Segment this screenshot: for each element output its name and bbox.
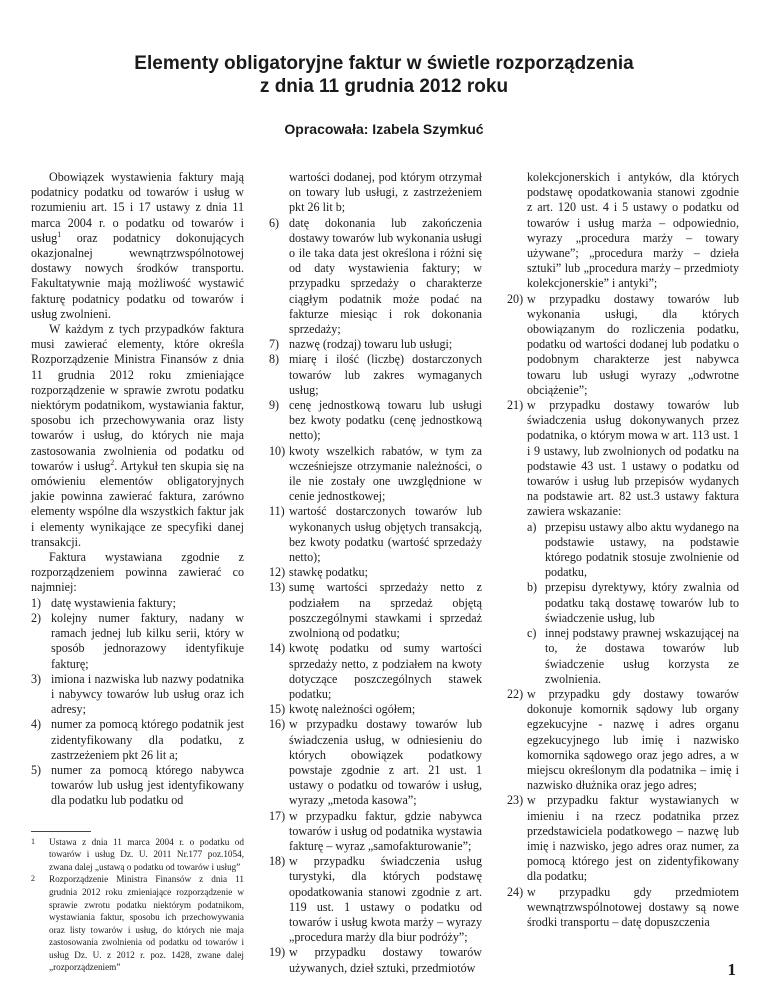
list-item: [31, 717, 244, 763]
list-item-continuation: [507, 170, 739, 292]
item-text: w przypadku dostawy towarów używanych, dzieł sztuki, przedmiotów: [289, 945, 482, 975]
element-list-1: [31, 596, 244, 809]
item-text: kwotę podatku od sumy wartości sprzedaży netto, z podziałem na kwoty dotyczące poszczególnych stawek podatku;: [289, 641, 482, 701]
item-number: 16): [269, 717, 286, 732]
article-title: [0, 52, 768, 98]
item-text: w przypadku dostawy towarów lub świadczenia usług dokonywanych przez podatnika, o którym mowa w art. 113 ust. 1 i 9 ustawy, lub zwolnionych od podatku na podstawie 43 ust. 1 ustawy o podatku od towarów i usług lub przepisów wydanych na podstawie art. 82 ust.3 ustawy faktura zawiera wskazanie:: [527, 398, 739, 519]
footnote: [31, 873, 244, 974]
footnote-number: 2: [31, 874, 35, 884]
item-number: 5): [31, 762, 42, 777]
sub-item-letter: b): [527, 580, 538, 595]
item-number: 8): [269, 352, 280, 367]
list-item: [269, 809, 482, 855]
item-text: kolejny numer faktury, nadany w ramach jednej lub kilku serii, który w sposób jednorazowy identyfikuje fakturę;: [51, 610, 244, 671]
item-number: 19): [269, 945, 286, 960]
list-item: [31, 763, 244, 809]
item-text: stawkę podatku;: [289, 565, 368, 580]
list-item: [507, 398, 739, 687]
intro-text-a: Obowiązek wystawienia faktury mają podatnicy podatku od towarów i usług w rozumieniu art. 15 i 17 ustawy z dnia 11 marca 2004 r. o podatku od towarów i usług: [31, 170, 244, 245]
sub-item-text: innej podstawy prawnej wskazującej na to, że dostawa towarów lub świadczenie usług korzysta ze zwolnienia.: [545, 626, 739, 686]
element-list-3: [507, 170, 739, 930]
item-number: 1): [31, 595, 42, 610]
paragraph-regulation: [31, 322, 244, 550]
item-number: 11): [269, 504, 285, 519]
element-list-2: [269, 170, 482, 976]
sub-list-item: [527, 520, 739, 581]
item-number: 24): [507, 884, 524, 899]
list-item: [269, 504, 482, 565]
list-item: [31, 672, 244, 718]
item-number: 9): [269, 398, 280, 413]
item-text: datę dokonania lub zakończenia dostawy towarów lub wykonania usługi o ile taka data jest określona i różni się od daty wystawienia faktury; w przypadku sprzedaży o charakterze ciągłym podatnik może podać na fakturze miesiąc i rok dokonania sprzedaży;: [289, 215, 482, 337]
list-item: [507, 687, 739, 793]
footnote-number: 1: [31, 836, 35, 846]
item-number: 17): [269, 808, 286, 823]
page-number: 1: [727, 960, 736, 979]
item-text: w przypadku dostawy towarów lub wykonania usługi, dla których obowiązanym do rozliczenia podatku, podatku od wartości dodanej lub podatku o podobnym charakterze jest nabywca towaru lub usługi wyrazy „odwrotne obciążenie”;: [527, 291, 739, 397]
item-text: datę wystawienia faktury;: [51, 595, 176, 610]
item-text: w przypadku gdy przedmiotem wewnątrzwspólnotowej dostawy są nowe środki transportu – datę dopuszczenia: [527, 884, 739, 929]
list-item: [507, 793, 739, 884]
footnote-divider: [31, 831, 91, 832]
item-number: 21): [507, 398, 524, 413]
list-item: [269, 352, 482, 398]
sub-item-letter: c): [527, 626, 537, 641]
item-text: numer za pomocą którego podatnik jest zidentyfikowany dla podatku, z zastrzeżeniem pkt 26 lit a;: [51, 717, 244, 762]
item-number: 20): [507, 291, 524, 306]
item-text: w przypadku świadczenia usług turystyki, dla których podstawę opodatkowania stanowi zgodnie z art. 119 ust. 1 ustawy o podatku od towarów i usług kwota marży – wyrazy „procedura marży dla biur podróży”;: [289, 854, 482, 945]
item-text: numer za pomocą którego nabywca towarów lub usług jest identyfikowany dla podatku lub podatku od: [51, 762, 244, 808]
item-text: wartość dostarczonych towarów lub wykonanych usług objętych transakcją, bez kwoty podatku (wartość sprzedaży netto);: [289, 504, 482, 565]
item-number: 23): [507, 793, 524, 808]
list-item: [31, 611, 244, 672]
list-item: [269, 580, 482, 641]
list-item: [269, 717, 482, 808]
item-text: sumę wartości sprzedaży netto z podziałem na sprzedaż objętą poszczególnymi stawkami i sprzedaż zwolnioną od podatku;: [289, 580, 482, 641]
list-item: [269, 444, 482, 505]
list-item: [269, 216, 482, 338]
item-number: 7): [269, 337, 280, 352]
footnotes: [31, 836, 244, 975]
paragraph-list-intro: Faktura wystawiana zgodnie z rozporządzeniem powinna zawierać co najmniej:: [31, 550, 244, 595]
list-item: [269, 337, 482, 352]
list-item: [269, 702, 482, 717]
item-text: kwoty wszelkich rabatów, w tym za wcześniejsze otrzymanie należności, o ile nie zostały one uwzględnione w cenie jednostkowej;: [289, 443, 482, 504]
item-text: kolekcjonerskich i antyków, dla których podstawę opodatkowania stanowi zgodnie z art. 120 ust. 4 i 5 ustawy o podatku od towarów i usług marża – odpowiednio, wyrazy „procedura marży – towary używane”; „procedura marży – dzieła sztuki” lub „procedura marży – przedmioty kolekcjonerskie” i antyki”;: [527, 170, 739, 291]
sub-list-item: [527, 580, 739, 626]
item-number: 22): [507, 686, 524, 701]
sub-list-item: [527, 626, 739, 687]
author-line: Opracowała: Izabela Szymkuć: [284, 121, 484, 137]
column-1: [31, 170, 244, 974]
list-item: [507, 292, 739, 398]
list-item-continuation: [269, 170, 482, 216]
footnote-ref-2: 2: [110, 457, 115, 467]
item-number: 6): [269, 215, 280, 230]
item-number: 4): [31, 717, 42, 732]
sub-item-text: przepisu dyrektywy, który zwalnia od podatku taką dostawę towarów lub to świadczenie usług, lub: [545, 580, 739, 625]
item-text: wartości dodanej, pod którym otrzymał on towary lub usługi, z zastrzeżeniem pkt 26 lit b;: [289, 170, 482, 215]
item-number: 14): [269, 641, 286, 656]
title-line-1: Elementy obligatoryjne faktur w świetle rozporządzenia: [134, 53, 634, 74]
column-3: [507, 170, 739, 930]
item-text: w przypadku faktur, gdzie nabywca towarów i usług od podatnika wystawia fakturę – wyraz „samofakturowanie”;: [289, 808, 482, 853]
footnote-text: Ustawa z dnia 11 marca 2004 r. o podatku od towarów i usług Dz. U. 2011 Nr.177 poz.1054, zwana dalej „ustawą o podatku od towarów i usług”: [49, 836, 244, 872]
item-number: 10): [269, 443, 286, 458]
list-item: [269, 398, 482, 444]
intro-text-b: oraz podatnicy dokonujących okazjonalnej wewnątrzwspólnotowej dostawy nowych środków transportu. Fakultatywnie mają możliwość wystawić fakturę podatnicy podatku od towarów i usług zwolnieni.: [31, 230, 244, 321]
item-number: 13): [269, 580, 286, 595]
footnote-ref-1: 1: [57, 229, 62, 239]
regulation-text-a: W każdym z tych przypadków faktura musi zawierać elementy, które określa Rozporządzenie Ministra Finansów z dnia 11 grudnia 2012 roku zmieniające rozporządzenie w sprawie zwrotu podatku niektórym podatnikom, wystawiania faktur, sposobu ich przechowywania oraz listy towarów i usług, do których nie maja zastosowania zwolnienia od podatku od towarów i usług: [31, 322, 244, 473]
item-text: cenę jednostkową towaru lub usługi bez kwoty podatku (cenę jednostkową netto);: [289, 398, 482, 443]
list-item: [31, 596, 244, 611]
item-text: w przypadku dostawy towarów lub świadczenia usług, w odniesieniu do których obowiązek podatkowy powstaje zgodnie z art. 21 ust. 1 ustawy o podatku od towarów i usług, wyrazy „metoda kasowa”;: [289, 717, 482, 808]
regulation-text-b: . Artykuł ten skupia się na omówieniu elementów obligatoryjnych jakie powinna zawierać faktura, zarówno elementy wspólne dla wszystkich faktur jak i elementy wynikające ze specyfiki danej transakcji.: [31, 458, 244, 549]
item-text: imiona i nazwiska lub nazwy podatnika i nabywcy towarów lub usług oraz ich adresy;: [51, 671, 244, 717]
sub-item-text: przepisu ustawy albo aktu wydanego na podstawie ustawy, na podstawie którego podatnik stosuje zwolnienie od podatku,: [545, 519, 739, 580]
item-number: 2): [31, 610, 42, 625]
footnote-text: Rozporządzenie Ministra Finansów z dnia 11 grudnia 2012 roku zmieniające rozporządzenie w sprawie zwrotu podatku niektórym podatnikom, wystawiania faktur, sposobu ich przechowywania oraz listy towarów i usług, do których nie maja zastosowania zwolnienia od podatku od towarów i usług Dz. U. z 2012 r. poz. 1428, zwane dalej „rozporządzeniem”: [49, 874, 244, 973]
item-text: w przypadku gdy dostawy towarów dokonuje komornik sądowy lub organy egzekucyjne - nazwę i adres organu egzekucyjnego lub imię i nazwisko komornika sądowego oraz jego adres, a w miejscu określonym dla podatnika – imię i nazwisko dłużnika oraz jego adres;: [527, 686, 739, 793]
item-text: w przypadku faktur wystawianych w imieniu i na rzecz podatnika przez przedstawiciela podatkowego – nazwę lub imię i nazwisko, jego adres oraz numer, za pomocą którego jest on zidentyfikowany dla podatku;: [527, 793, 739, 884]
item-text: kwotę należności ogółem;: [289, 702, 416, 717]
list-item: [269, 945, 482, 975]
item-text: miarę i ilość (liczbę) dostarczonych towarów lub zakres wymaganych usług;: [289, 352, 482, 397]
item-text: nazwę (rodzaj) towaru lub usługi;: [289, 337, 453, 352]
list-item: [269, 565, 482, 580]
item-number: 12): [269, 565, 286, 580]
list-item: [269, 854, 482, 945]
sub-item-letter: a): [527, 519, 537, 534]
item-number: 15): [269, 702, 286, 717]
item-number: 3): [31, 671, 42, 686]
title-line-2: z dnia 11 grudnia 2012 roku: [259, 76, 509, 97]
column-2: [269, 170, 482, 976]
list-item: [507, 885, 739, 931]
footnote: [31, 836, 244, 874]
sub-list: [527, 520, 739, 687]
paragraph-intro: [31, 170, 244, 322]
item-number: 18): [269, 854, 286, 869]
list-item: [269, 641, 482, 702]
